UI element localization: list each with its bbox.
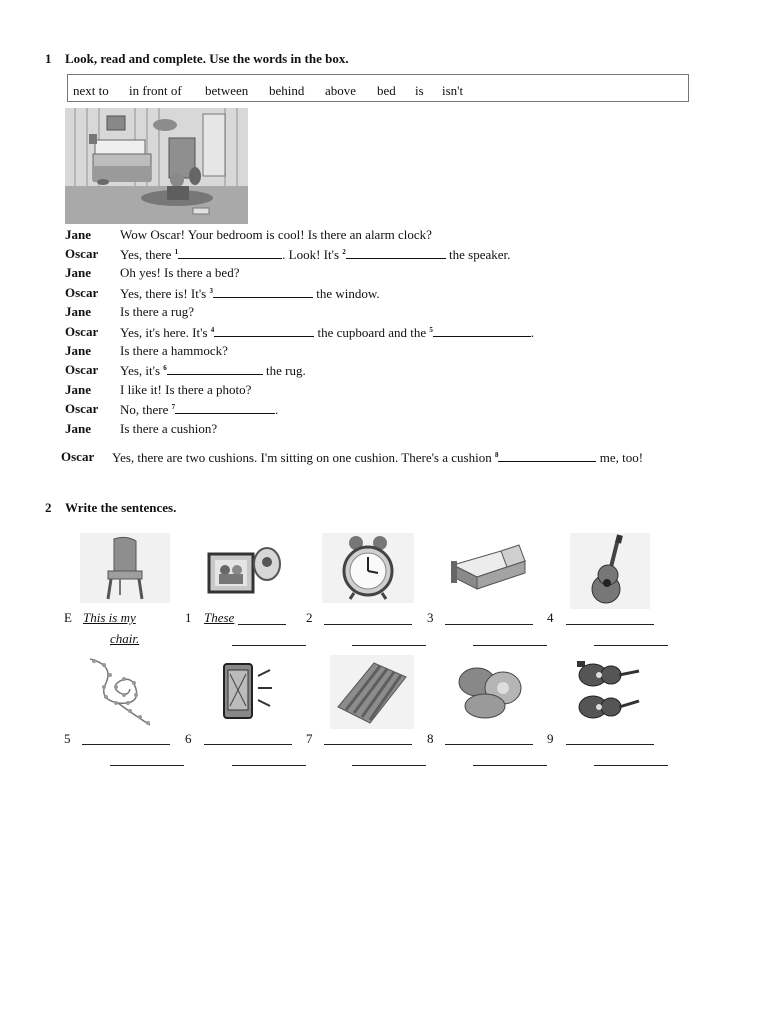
speaker-jane: Jane [65,227,91,242]
answer-line[interactable] [82,744,170,745]
speaker-oscar: Oscar [65,324,99,339]
speaker-oscar: Oscar [65,285,99,300]
dialogue-line: Yes, it's here. It's $^4$ the cupboard and the $^5$ . [120,325,535,340]
answer-line[interactable] [352,645,426,646]
answer-line[interactable] [204,744,292,745]
item-1-start: These [204,610,235,625]
answer-blank-7[interactable] [175,401,275,414]
word-isnt: isn't [442,83,464,98]
word-between: between [205,83,249,98]
speaker-oscar: Oscar [61,449,95,464]
alarm-clock-picture [322,533,414,603]
item-label-7: 7 [306,731,313,746]
dialogue-line: Yes, there are two cushions. I'm sitting on one cushion. There's a cushion $^8$ me, too! [112,450,644,465]
word-above: above [325,83,357,98]
word-box [67,74,689,102]
item-label-1: 1 [185,610,192,625]
speaker-jane: Jane [65,382,91,397]
dialogue-line: Is there a rug? [120,304,194,319]
exercise-2-title: Write the sentences. [65,500,177,515]
item-label-2: 2 [306,610,313,625]
speaker-oscar: Oscar [65,401,99,416]
answer-line[interactable] [445,744,533,745]
speaker-jane: Jane [65,304,91,319]
answer-line[interactable] [232,765,306,766]
example-answer-line-2: chair. [110,631,140,646]
item-label-9: 9 [547,731,554,746]
answer-line[interactable] [473,765,547,766]
dialogue-line: Yes, it's $^6$ the rug. [120,363,306,378]
item-label-8: 8 [427,731,434,746]
rug-picture [330,655,414,729]
exercise-1-title: Look, read and complete. Use the words in the box. [65,51,349,66]
dialogue-line: Is there a cushion? [120,421,218,436]
dialogue-line: I like it! Is there a photo? [120,382,252,397]
guitars-picture [575,657,645,727]
answer-blank-2[interactable] [346,246,446,259]
example-label: E [64,610,72,625]
answer-line[interactable] [238,624,286,625]
answer-blank-6[interactable] [167,362,263,375]
item-label-6: 6 [185,731,192,746]
answer-blank-5[interactable] [433,324,531,337]
answer-line[interactable] [594,645,668,646]
chair-picture [80,533,170,603]
speaker-jane: Jane [65,343,91,358]
answer-blank-3[interactable] [213,285,313,298]
speaker-jane: Jane [65,421,91,436]
lights-picture [84,655,160,729]
answer-line[interactable] [232,645,306,646]
item-label-4: 4 [547,610,554,625]
cushions-picture [455,660,527,724]
photos-picture [205,540,285,600]
answer-blank-4[interactable] [214,324,314,337]
word-in-front-of: in front of [129,83,182,98]
bed-picture [447,543,529,593]
speaker-picture [212,660,276,722]
answer-line[interactable] [110,765,184,766]
item-label-5: 5 [64,731,71,746]
dialogue-line: Yes, there is! It's $^3$ the window. [120,286,380,301]
dialogue-line: Yes, there $^1$ . Look! It's $^2$ the speaker. [120,247,511,262]
answer-line[interactable] [324,624,412,625]
word-behind: behind [269,83,305,98]
answer-line[interactable] [473,645,547,646]
answer-line[interactable] [566,624,654,625]
answer-blank-1[interactable] [178,246,282,259]
answer-line[interactable] [324,744,412,745]
answer-line[interactable] [445,624,533,625]
dialogue-line: Is there a hammock? [120,343,228,358]
speaker-oscar: Oscar [65,246,99,261]
answer-line[interactable] [566,744,654,745]
speaker-jane: Jane [65,265,91,280]
guitar-picture [570,533,650,609]
bedroom-illustration [65,108,248,224]
dialogue-line: Oh yes! Is there a bed? [120,265,240,280]
speaker-oscar: Oscar [65,362,99,377]
answer-line[interactable] [594,765,668,766]
dialogue-line: Wow Oscar! Your bedroom is cool! Is there an alarm clock? [120,227,432,242]
exercise-1-number: 1 [45,51,52,66]
answer-line[interactable] [352,765,426,766]
answer-blank-8[interactable] [498,449,596,462]
word-is: is [415,83,424,98]
dialogue-line: No, there $^7$ . [120,402,279,417]
exercise-2-number: 2 [45,500,52,515]
item-label-3: 3 [427,610,434,625]
example-answer-line-1: This is my [83,610,136,625]
word-next-to: next to [73,83,109,98]
word-bed: bed [377,83,396,98]
